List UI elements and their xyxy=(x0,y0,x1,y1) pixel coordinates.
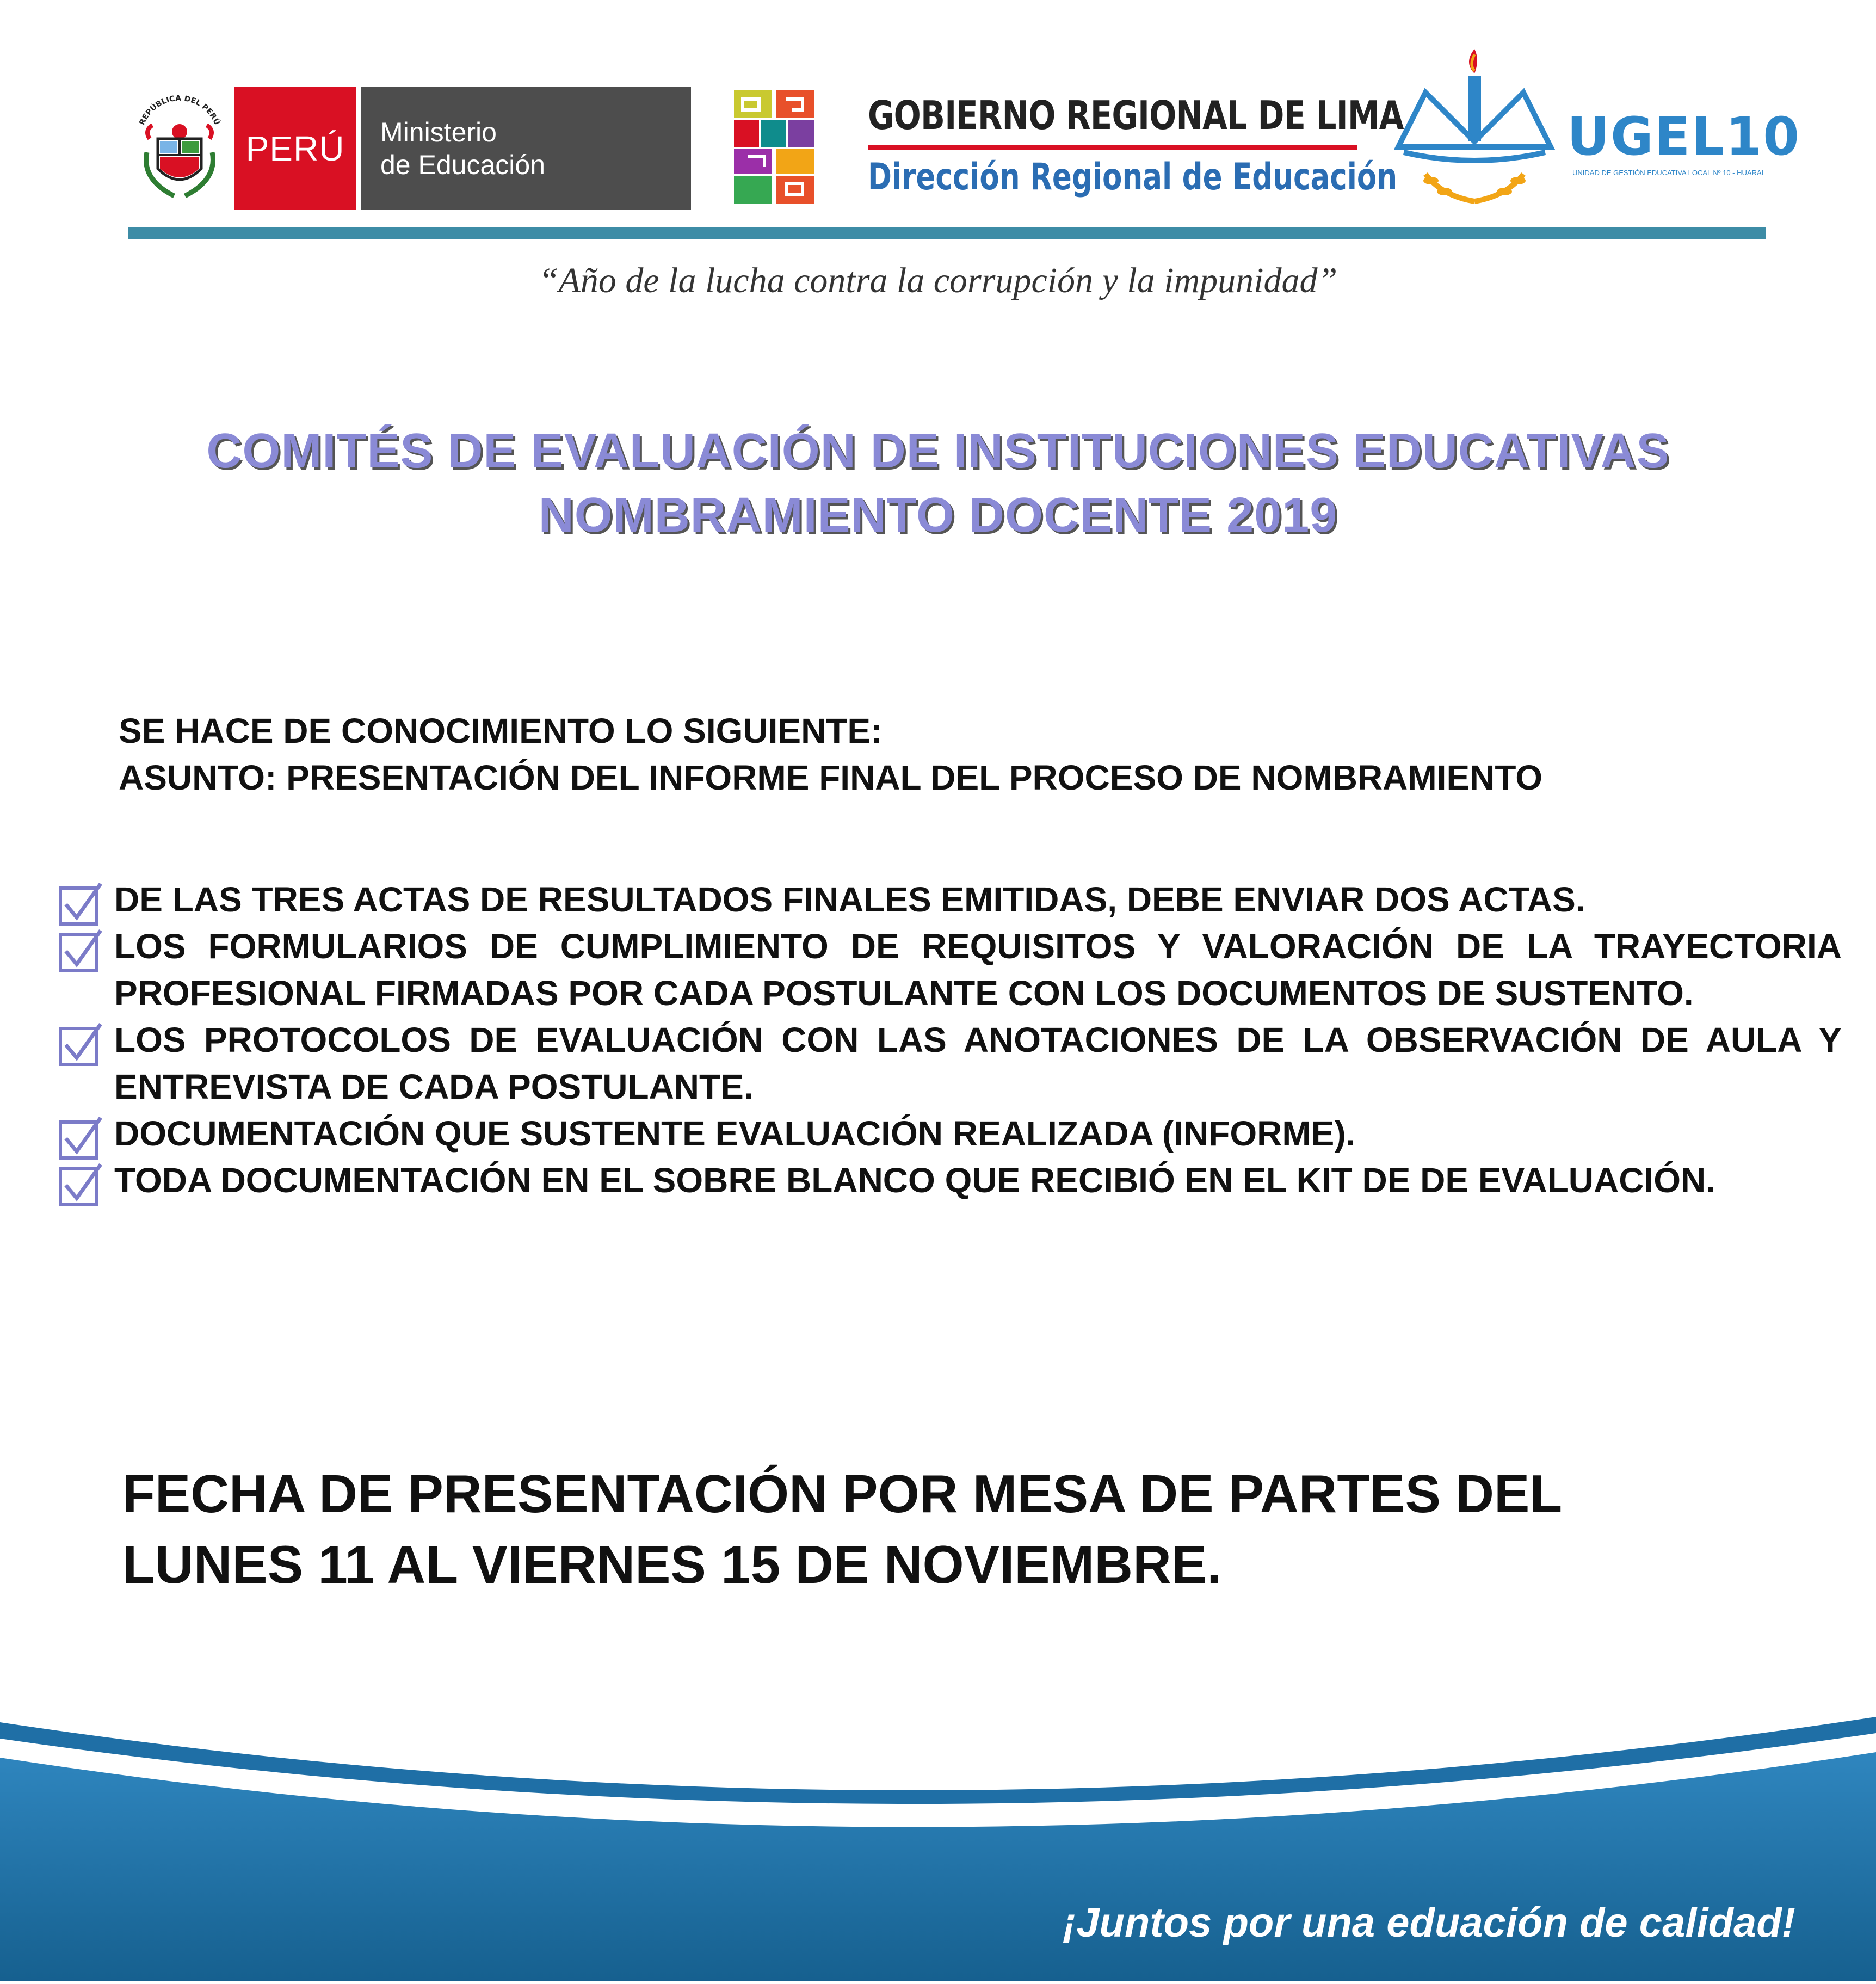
title-line2: NOMBRAMIENTO DOCENTE 2019 xyxy=(538,488,1338,543)
notice-line1: SE HACE DE CONOCIMIENTO LO SIGUIENTE: xyxy=(119,711,883,750)
page-title xyxy=(0,419,1876,547)
checkbox-checked-icon xyxy=(57,1114,104,1161)
footer-slogan: ¡Juntos por una eduación de calidad! xyxy=(1062,1900,1795,1946)
title-line1: COMITÉS DE EVALUACIÓN DE INSTITUCIONES EDUCATIVAS xyxy=(206,424,1670,478)
gobierno-regional-emblem-icon xyxy=(732,88,816,205)
gore-subtitle: Dirección Regional de Educación xyxy=(868,156,1398,199)
date-line1: FECHA DE PRESENTACIÓN POR MESA DE PARTES DEL xyxy=(122,1464,1563,1524)
checklist-text: LOS FORMULARIOS DE CUMPLIMIENTO DE REQUISITOS Y VALORACIÓN DE LA TRAYECTORIA PROFESIONAL FIRMADAS POR CADA POSTULANTE CON LOS DOCUMENTOS DE SUSTENTO. xyxy=(114,927,1842,1013)
peru-label: PERÚ xyxy=(234,87,356,210)
list-item xyxy=(52,1157,1842,1204)
svg-text:REPÚBLICA DEL PERÚ xyxy=(138,94,222,126)
checklist-text: TODA DOCUMENTACIÓN EN EL SOBRE BLANCO QUE RECIBIÓ EN EL KIT DE DE EVALUACIÓN. xyxy=(114,1161,1715,1200)
checkbox-checked-icon xyxy=(57,880,104,927)
ugel-name: UGEL10 xyxy=(1567,106,1801,167)
requirements-checklist xyxy=(52,876,1842,1204)
escudo-text: REPÚBLICA DEL PERÚ xyxy=(138,94,221,127)
checklist-text: DE LAS TRES ACTAS DE RESULTADOS FINALES EMITIDAS, DEBE ENVIAR DOS ACTAS. xyxy=(114,880,1585,919)
list-item xyxy=(52,1016,1842,1110)
header xyxy=(0,0,1876,326)
gore-divider xyxy=(868,145,1357,150)
ugel-subtitle: UNIDAD DE GESTIÓN EDUCATIVA LOCAL Nº 10 - HUARAL xyxy=(1572,169,1766,177)
notice xyxy=(119,707,1860,801)
header-divider xyxy=(128,227,1766,239)
checkbox-checked-icon xyxy=(57,927,104,974)
checklist-text: DOCUMENTACIÓN QUE SUSTENTE EVALUACIÓN REALIZADA (INFORME). xyxy=(114,1114,1356,1153)
ministry-name xyxy=(356,87,691,210)
gore-title: GOBIERNO REGIONAL DE LIMA xyxy=(868,93,1404,138)
gobierno-regional-text xyxy=(868,93,1404,207)
submission-date xyxy=(122,1458,1755,1600)
minedu-logo xyxy=(125,87,696,210)
peru-coat-of-arms-icon xyxy=(125,87,234,210)
list-item xyxy=(52,876,1842,923)
checkbox-checked-icon xyxy=(57,1021,104,1068)
list-item xyxy=(52,923,1842,1016)
ministry-line1: Ministerio xyxy=(380,116,497,147)
ministry-line2: de Educación xyxy=(380,149,546,180)
date-line2: LUNES 11 AL VIERNES 15 DE NOVIEMBRE. xyxy=(122,1535,1222,1594)
list-item xyxy=(52,1110,1842,1157)
year-motto: “Año de la lucha contra la corrupción y la impunidad” xyxy=(538,261,1338,300)
checkbox-checked-icon xyxy=(57,1161,104,1208)
notice-subject: ASUNTO: PRESENTACIÓN DEL INFORME FINAL DEL PROCESO DE NOMBRAMIENTO xyxy=(119,758,1543,797)
checklist-text: LOS PROTOCOLOS DE EVALUACIÓN CON LAS ANOTACIONES DE LA OBSERVACIÓN DE AULA Y ENTREVISTA DE CADA POSTULANTE. xyxy=(114,1020,1842,1106)
